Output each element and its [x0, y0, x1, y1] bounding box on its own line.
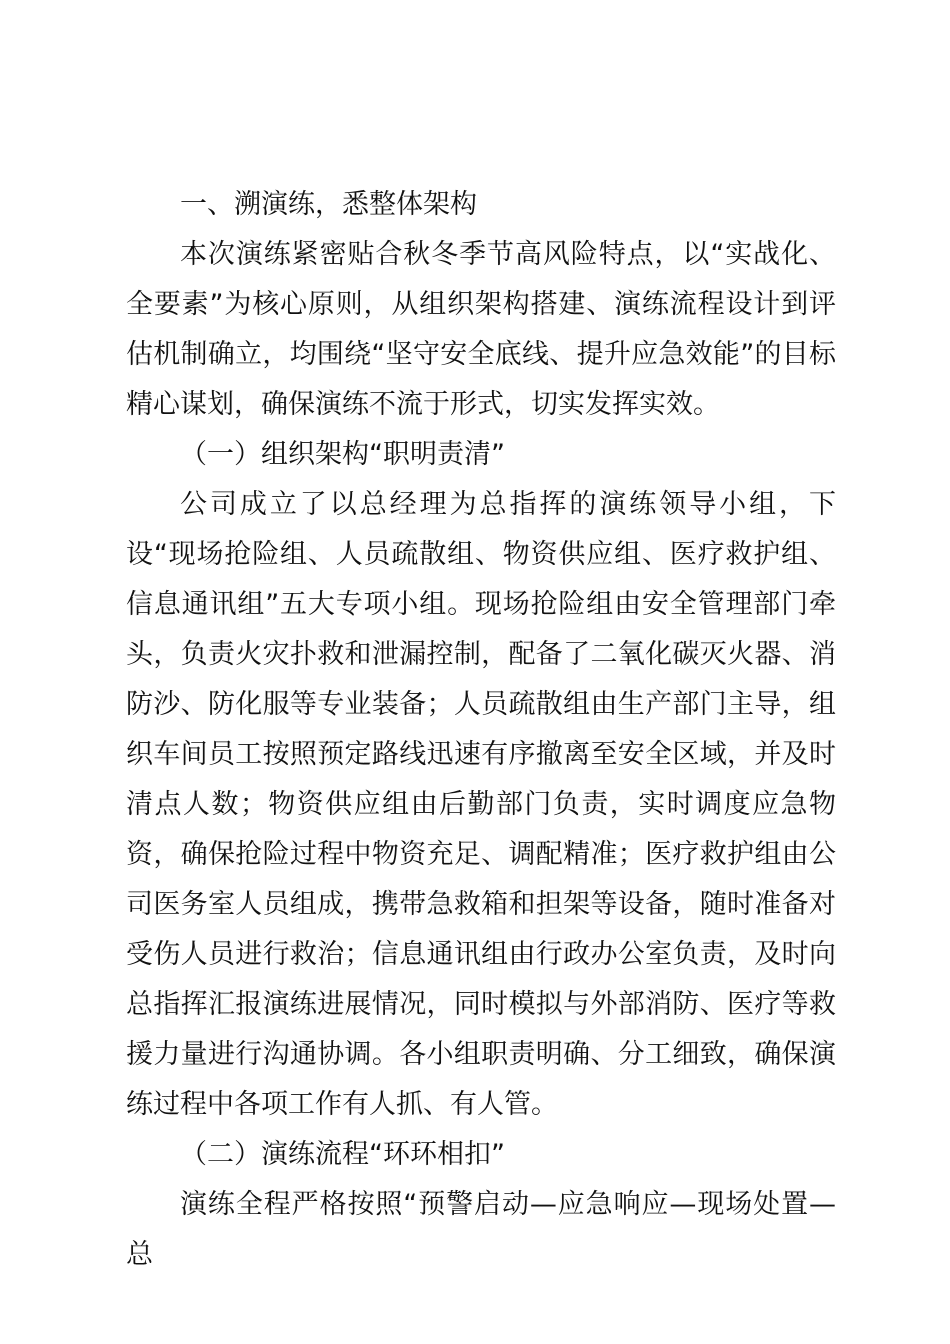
paragraph-process: 演练全程严格按照“预警启动—应急响应—现场处置—总	[126, 1189, 836, 1270]
subheading-organization: （一）组织架构“职明责清”	[180, 439, 505, 470]
paragraph-organization: 公司成立了以总经理为总指挥的演练领导小组，下设“现场抢险组、人员疏散组、物资供应组、医疗救护组、信息通讯组”五大专项小组。现场抢险组由安全管理部门牵头，负责火灾扑救和泄漏控制，配备了二氧化碳灭火器、消防沙、防化服等专业装备；人员疏散组由生产部门主导，组织车间员工按照预定路线迅速有序撤离至安全区域，并及时清点人数；物资供应组由后勤部门负责，实时调度应急物资，确保抢险过程中物资充足、调配精准；医疗救护组由公司医务室人员组成，携带急救箱和担架等设备，随时准备对受伤人员进行救治；信息通讯组由行政办公室负责，及时向总指挥汇报演练进展情况，同时模拟与外部消防、医疗等救援力量进行沟通协调。各小组职责明确、分工细致，确保演练过程中各项工作有人抓、有人管。	[126, 489, 836, 1120]
document-body	[126, 180, 836, 1280]
section-heading: 一、溯演练，悉整体架构	[180, 189, 477, 220]
intro-paragraph: 本次演练紧密贴合秋冬季节高风险特点，以“实战化、全要素”为核心原则，从组织架构搭建、演练流程设计到评估机制确立，均围绕“坚守安全底线、提升应急效能”的目标精心谋划，确保演练不流于形式，切实发挥实效。	[126, 239, 836, 420]
subheading-process: （二）演练流程“环环相扣”	[180, 1139, 505, 1170]
